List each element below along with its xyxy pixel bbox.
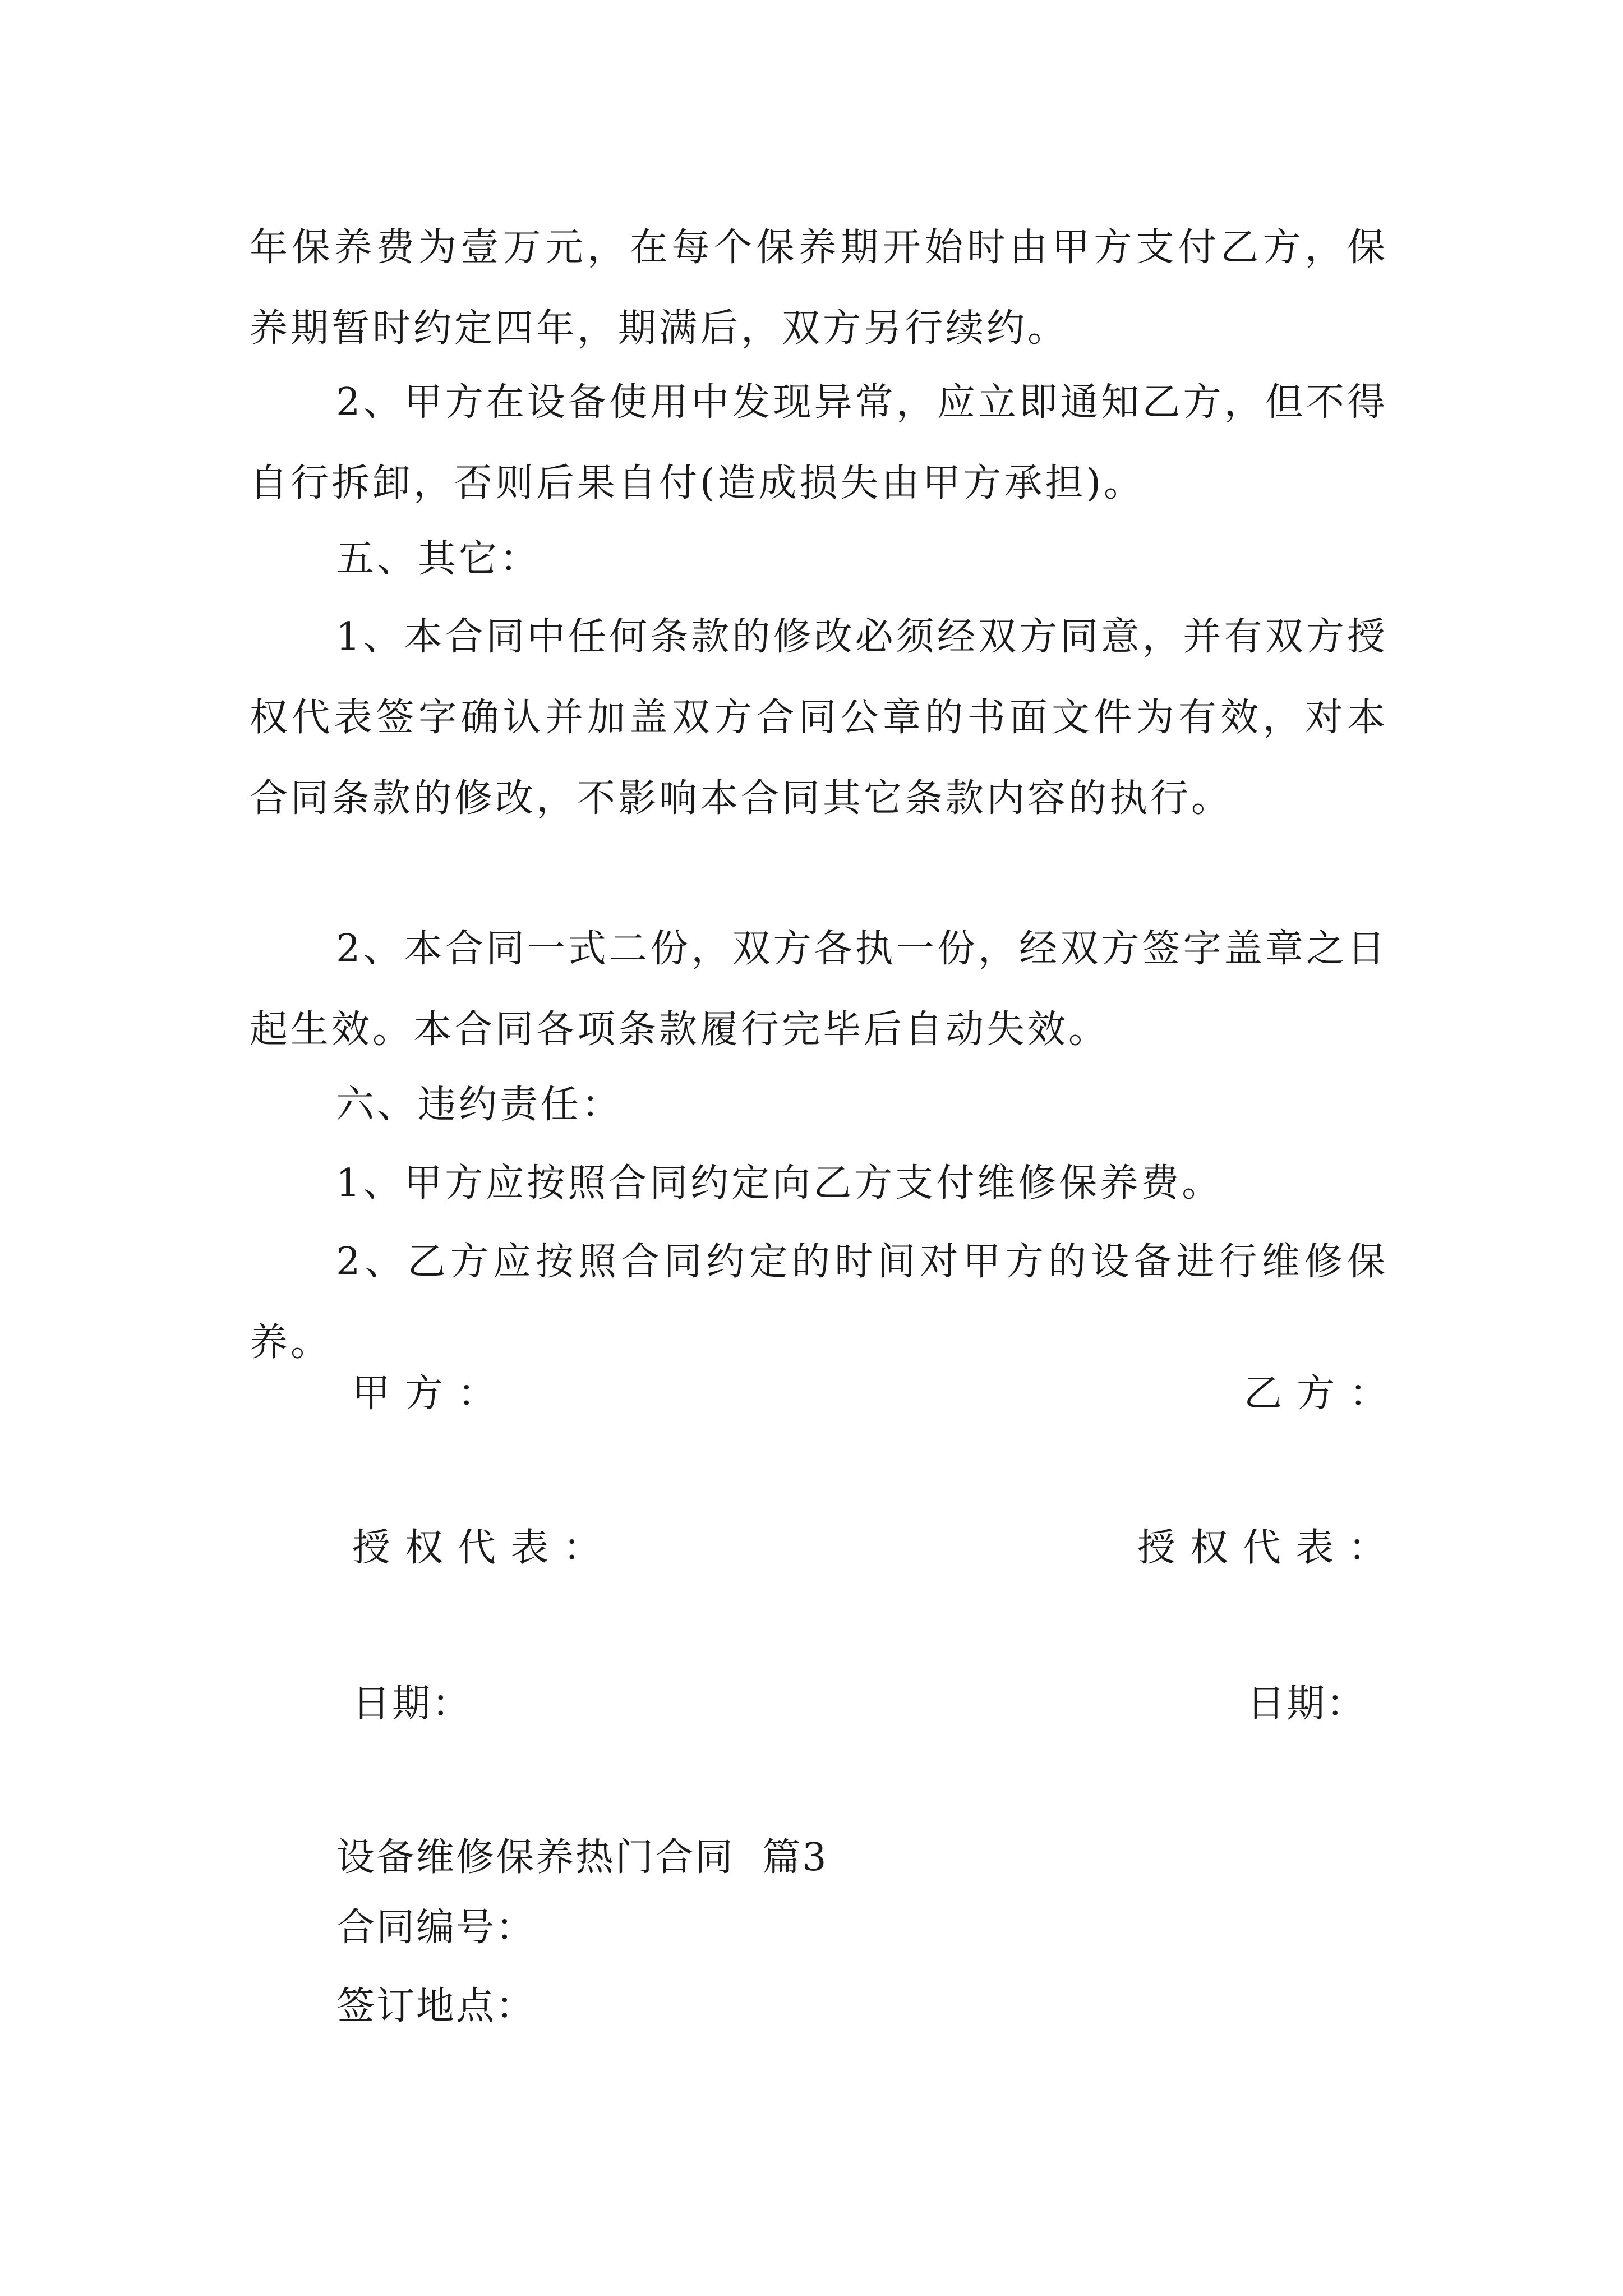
contract-number-label: 合同编号：: [336, 1906, 536, 1950]
party-a-date-label: 日期：: [352, 1682, 472, 1726]
section-heading-liability: 六、违约责任：: [336, 1083, 623, 1127]
party-b-representative-label: 授权代表：: [1137, 1526, 1401, 1570]
paragraph-clause-2-abnormal: 2、甲方在设备使用中发现异常，应立即通知乙方，但不得自行拆卸，否则后果自付(造成损失由甲方承担)。: [250, 380, 1388, 505]
paragraph-liability-2: 2、乙方应按照合同约定的时间对甲方的设备进行维修保养。: [250, 1240, 1388, 1365]
paragraph-liability-1: 1、甲方应按照合同约定向乙方支付维修保养费。: [336, 1161, 1223, 1205]
section-heading-other: 五、其它：: [336, 537, 541, 581]
next-contract-title: 设备维修保养热门合同 篇3: [336, 1835, 828, 1880]
party-a-label: 甲方：: [352, 1372, 511, 1416]
paragraph-clause-2-copies: 2、本合同一式二份，双方各执一份，经双方签字盖章之日起生效。本合同各项条款履行完毕后自动失效。: [250, 927, 1388, 1052]
party-b-date-label: 日期：: [1247, 1682, 1367, 1726]
party-b-label: 乙方：: [1244, 1372, 1403, 1416]
paragraph-clause-1-modification: 1、本合同中任何条款的修改必须经双方同意，并有双方授权代表签字确认并加盖双方合同公章的书面文件为有效，对本合同条款的修改，不影响本合同其它条款内容的执行。: [250, 615, 1388, 821]
paragraph-fee: 年保养费为壹万元，在每个保养期开始时由甲方支付乙方，保养期暂时约定四年，期满后，双方另行续约。: [250, 226, 1388, 351]
signing-place-label: 签订地点：: [336, 1984, 536, 2028]
party-a-representative-label: 授权代表：: [352, 1526, 616, 1570]
